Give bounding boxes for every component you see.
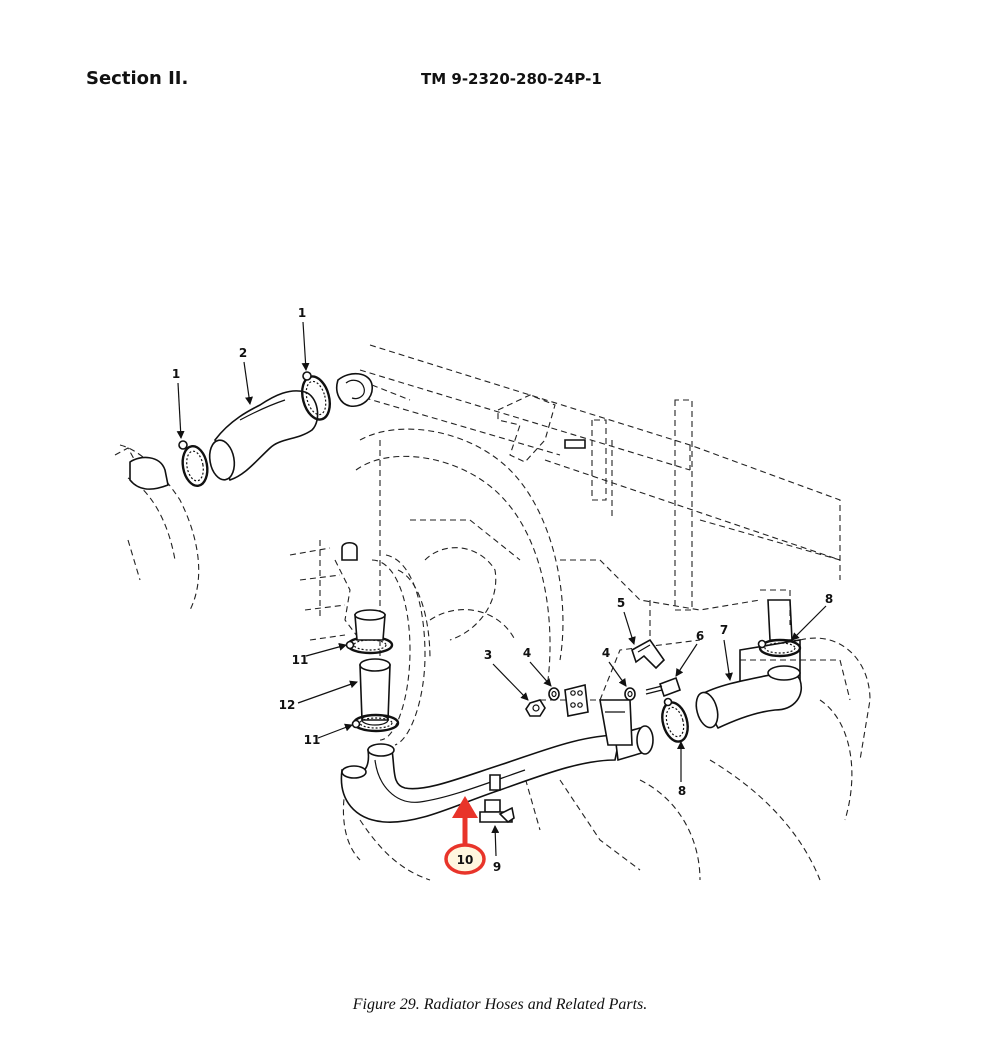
callout-11-top: 11 (291, 653, 309, 667)
callout-6: 6 (695, 629, 705, 643)
lower-hose-clamp-left (658, 699, 692, 745)
callout-4-left: 4 (522, 646, 532, 660)
section-label: Section II. (86, 68, 189, 89)
mounting-bracket (565, 685, 588, 716)
callout-3: 3 (483, 648, 493, 662)
upper-outlet-neck (355, 610, 385, 640)
radiator-outlet-neck (768, 600, 792, 640)
callout-12: 12 (278, 698, 296, 712)
clip-bracket (632, 640, 664, 668)
callout-1-right: 1 (297, 306, 307, 320)
upper-radiator-hose (207, 391, 318, 482)
callout-11-bottom: 11 (303, 733, 321, 747)
washer-right (625, 688, 635, 700)
nut (526, 700, 545, 716)
washer-left (549, 688, 559, 700)
callout-7: 7 (719, 623, 729, 637)
figure-caption: Figure 29. Radiator Hoses and Related Parts. (352, 996, 648, 1013)
callout-8-top: 8 (824, 592, 834, 606)
callout-4-right: 4 (601, 646, 611, 660)
callout-9: 9 (492, 860, 502, 874)
callout-1-left: 1 (171, 367, 181, 381)
drain-valve (480, 800, 514, 822)
hose-clamp-left (179, 441, 210, 488)
callout-5: 5 (616, 596, 626, 610)
callout-10: 10 (456, 853, 474, 867)
callout-2: 2 (238, 346, 248, 360)
lower-radiator-hose (693, 666, 802, 730)
lower-hose-clamp-right (759, 640, 801, 656)
screw (646, 678, 680, 696)
tm-number: TM 9-2320-280-24P-1 (421, 70, 602, 88)
callout-8-bottom: 8 (677, 784, 687, 798)
